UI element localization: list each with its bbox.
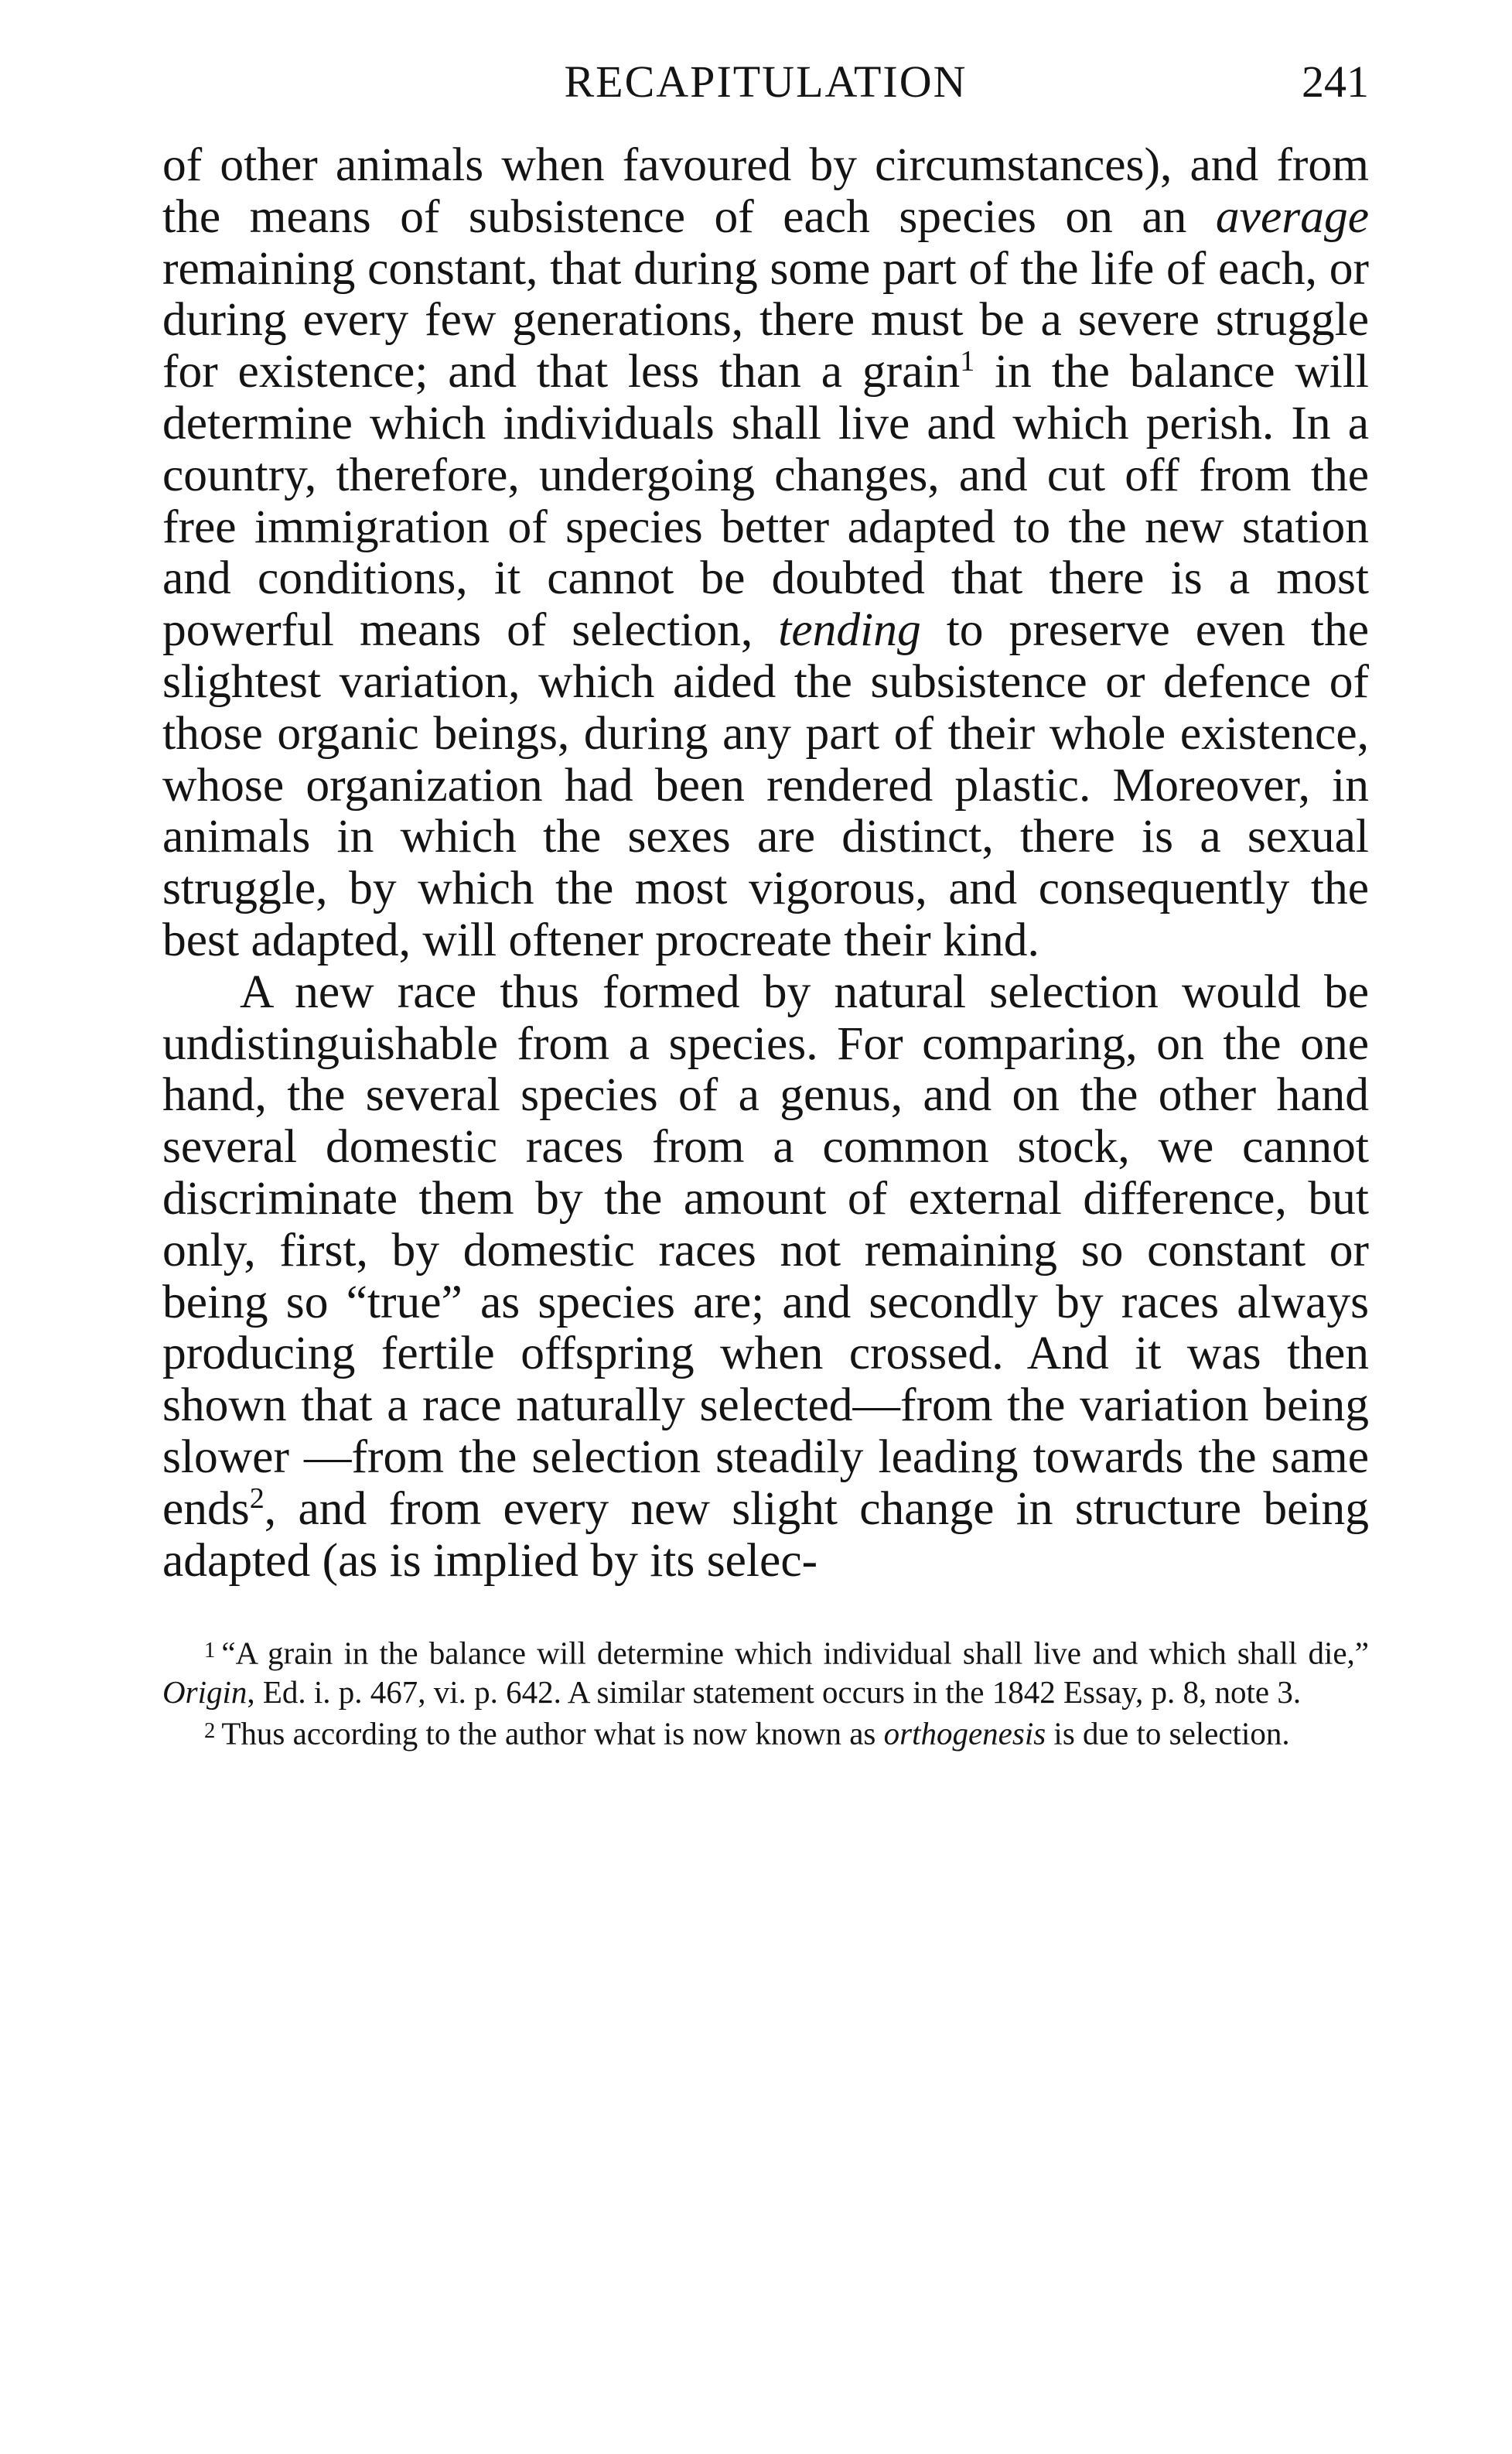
text-run: , and from every new slight change in structure being adapted (as is implied by its selec- xyxy=(162,1482,1369,1587)
text-run: “A grain in the balance will determine which individual shall live and which shall die,” xyxy=(221,1635,1369,1671)
italic-text: orthogenesis xyxy=(883,1715,1046,1752)
text-run: A new race thus formed by natural selection would be undistinguishable from a species. For comparing, on the one hand, the several species of a genus, and on the other hand several domestic races from a common stock, we cannot discriminate them by the amount of external difference, but only, first, by domestic races not remaining so constant or being so “true” as species are; and secondly by races always producing fertile offspring when crossed. And it was then shown that a race naturally selected—from the variation being slower —from the selection steadily leading towards the same ends xyxy=(162,965,1369,1535)
body-text xyxy=(162,139,1369,1586)
italic-text: tending xyxy=(778,603,921,657)
text-run: to preserve even the slightest variation, which aided the subsistence or defence of those organic beings, during any part of their whole existence, whose organization had been rendered plastic. Moreover, in animals in which the sexes are distinct, there is a sexual struggle, by which the most vigorous, and consequently the best adapted, will oftener procreate their kind. xyxy=(162,603,1369,966)
text-run: of other animals when favoured by circumstances), and from the means of subsistence of each species on an xyxy=(162,138,1369,243)
book-page xyxy=(162,48,1369,1753)
footnote-marker: 2 xyxy=(249,1482,265,1515)
paragraph xyxy=(162,966,1369,1587)
text-run: Thus according to the author what is now known as xyxy=(221,1715,884,1752)
italic-text: average xyxy=(1215,190,1369,243)
footnote-2 xyxy=(162,1711,1369,1753)
text-run: in the balance will determine which individuals shall live and which perish. In a country, therefore, undergoing changes, and cut off from the free immigration of species better adapted to the new station and conditions, it cannot be doubted that there is a most powerful means of selection, xyxy=(162,345,1369,657)
footnote-marker: 1 xyxy=(960,345,975,378)
footnotes xyxy=(162,1631,1369,1752)
page-number: 241 xyxy=(1302,56,1369,107)
text-run: remaining constant, that during some part of the life of each, or during every few generations, there must be a severe struggle for existence; and that less than a grain xyxy=(162,241,1369,398)
paragraph-continued xyxy=(162,139,1369,966)
chapter-title: RECAPITULATION xyxy=(564,56,968,107)
text-run: , Ed. i. p. 467, vi. p. 642. A similar statement occurs in the 1842 Essay, p. 8, note 3. xyxy=(247,1673,1302,1710)
text-run: is due to selection. xyxy=(1046,1715,1290,1752)
running-head xyxy=(162,48,1369,125)
italic-text: Origin xyxy=(162,1673,247,1710)
footnote-number: 2 xyxy=(204,1717,216,1743)
footnote-1 xyxy=(162,1631,1369,1711)
footnote-number: 1 xyxy=(204,1638,216,1663)
